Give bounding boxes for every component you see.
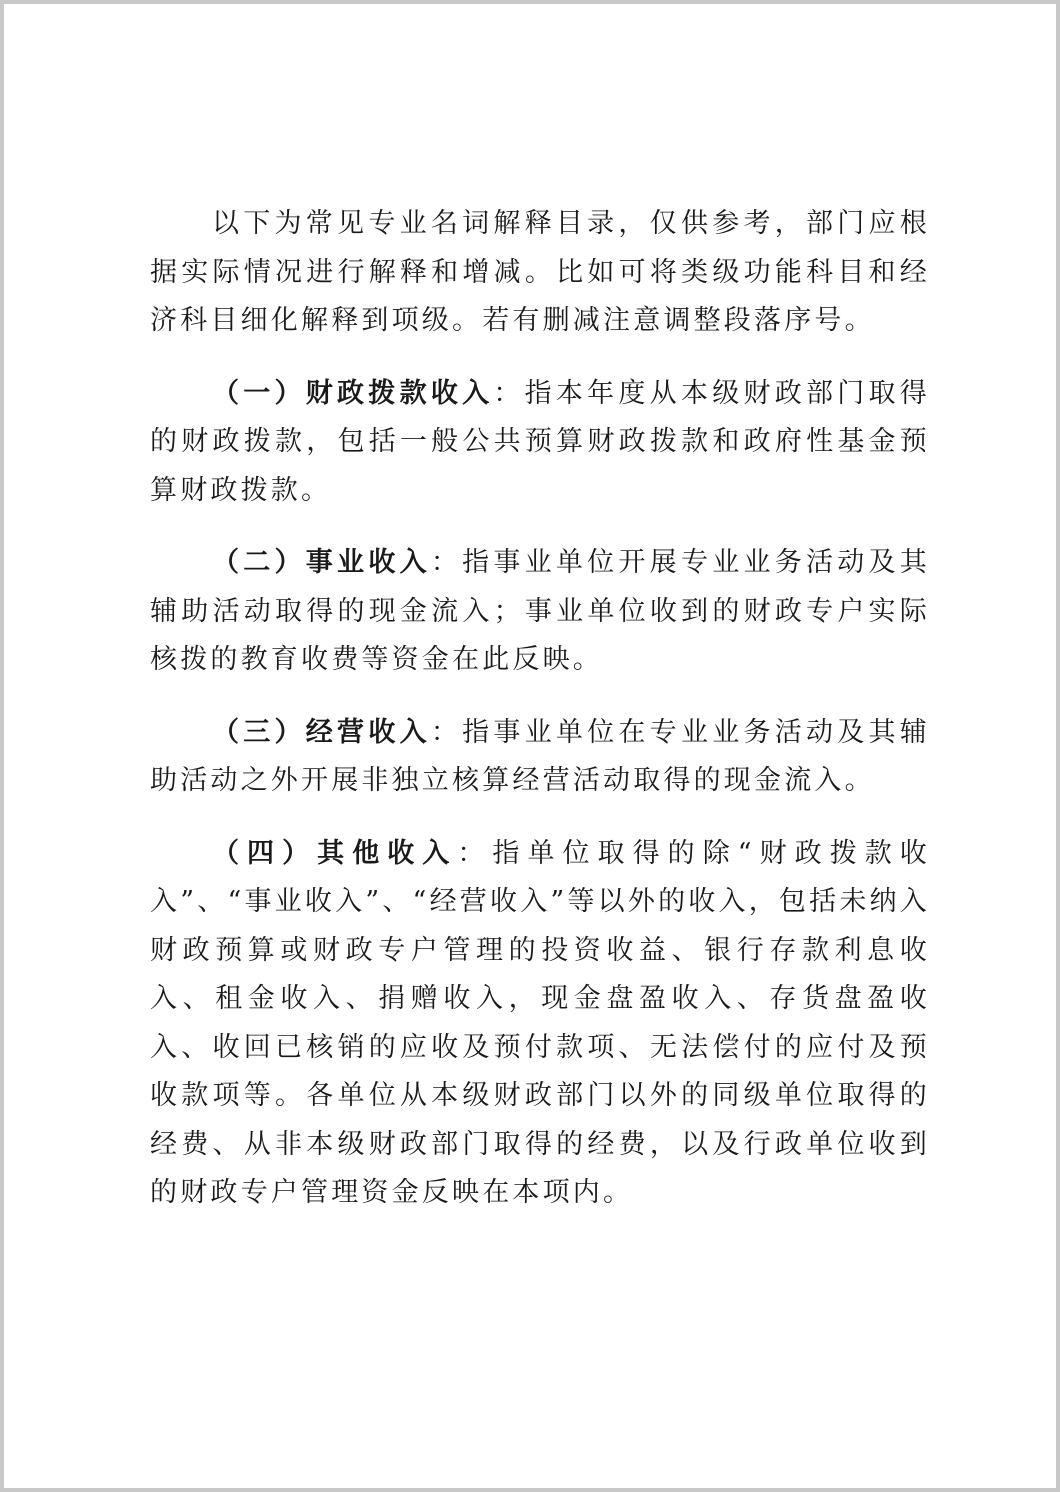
item-heading-1: （一）财政拨款收入 — [212, 377, 494, 409]
item-paragraph-4 — [150, 830, 930, 1218]
item-body-3: ：指事业单位在专业业务活动及其辅助活动之外开展非独立核算经营活动取得的现金流入。 — [150, 716, 930, 796]
item-heading-2: （二）事业收入 — [212, 547, 431, 578]
item-heading-4: （四）其他收入 — [212, 837, 458, 869]
paragraph-gap — [150, 346, 930, 370]
item-heading-3: （三）经营收入 — [212, 716, 431, 748]
item-body-1: ：指本年度从本级财政部门取得的财政拨款，包括一般公共预算财政拨款和政府性基金预算财政拨款。 — [150, 377, 930, 506]
document-body — [150, 200, 930, 1218]
paragraph-gap — [150, 515, 930, 539]
intro-paragraph: 以下为常见专业名词解释目录，仅供参考，部门应根据实际情况进行解释和增减。比如可将类级功能科目和经济科目细化解释到项级。若有删减注意调整段落序号。 — [150, 208, 930, 336]
item-paragraph-3 — [150, 709, 930, 806]
document-page — [4, 4, 1056, 1488]
paragraph-gap — [150, 685, 930, 709]
item-body-2: ：指事业单位开展专业业务活动及其辅助活动取得的现金流入；事业单位收到的财政专户实际核拨的教育收费等资金在此反映。 — [150, 547, 930, 675]
item-paragraph-1 — [150, 370, 930, 516]
item-paragraph-2 — [150, 539, 930, 685]
paragraph-gap — [150, 806, 930, 830]
item-body-4: ：指单位取得的除“财政拨款收入”、“事业收入”、“经营收入”等以外的收入，包括未纳入财政预算或财政专户管理的投资收益、银行存款利息收入、租金收入、捐赠收入，现金盘盈收入、存货盘盈收入、收回已核销的应收及预付款项、无法偿付的应付及预收款项等。各单位从本级财政部门以外的同级单位取得的经费、从非本级财政部门取得的经费，以及行政单位收到的财政专户管理资金反映在本项内。 — [150, 837, 931, 1208]
